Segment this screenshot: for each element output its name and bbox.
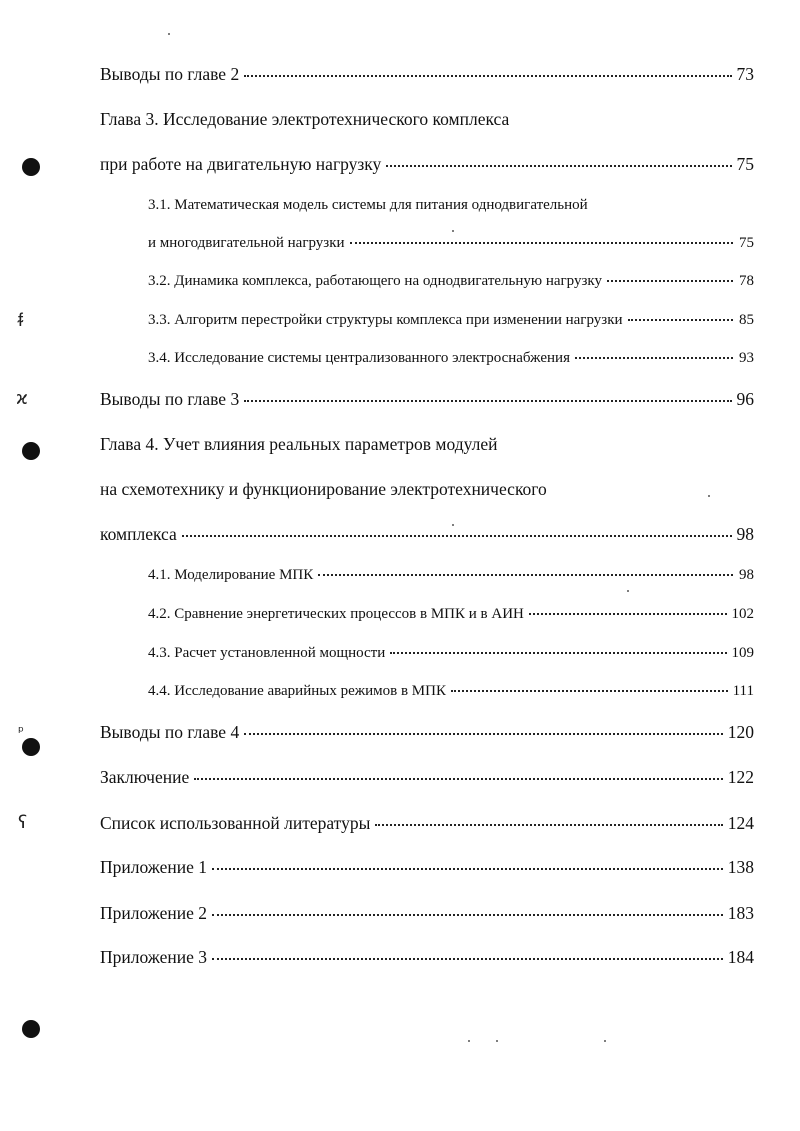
leader-dots <box>244 400 731 402</box>
punch-hole <box>22 738 40 756</box>
speck <box>708 495 710 497</box>
toc-entry-title: при работе на двигательную нагрузку <box>100 154 382 174</box>
toc-entry-page: 111 <box>732 683 754 699</box>
toc-entry-title: Выводы по главе 2 <box>100 64 240 84</box>
leader-dots <box>212 958 723 960</box>
leader-dots <box>607 280 733 282</box>
toc-entry-title: 3.4. Исследование системы централизованного электроснабжения <box>148 350 570 366</box>
toc-entry-page: 109 <box>731 645 754 661</box>
toc-entry <box>148 312 754 329</box>
leader-dots <box>244 733 723 735</box>
punch-hole <box>22 1020 40 1038</box>
toc-entry <box>148 606 754 623</box>
toc-entry-title: Список использованной литературы <box>100 813 371 833</box>
toc-entry-title: Заключение <box>100 767 190 787</box>
leader-dots <box>628 319 733 321</box>
leader-dots <box>350 242 733 244</box>
toc-entry-page: 138 <box>727 857 754 877</box>
toc-entry-page: 96 <box>736 389 754 409</box>
toc-entry-page: 98 <box>736 524 754 544</box>
toc-entry <box>100 64 754 85</box>
toc-entry-title: 4.1. Моделирование МПК <box>148 567 314 583</box>
toc-entry-title: Выводы по главе 4 <box>100 722 240 742</box>
toc-entry-page: 183 <box>727 903 754 923</box>
leader-dots <box>318 574 733 576</box>
toc-entry <box>100 813 754 834</box>
toc-entry-title: Приложение 3 <box>100 947 208 967</box>
speck <box>496 1040 498 1042</box>
margin-mark: ʕ <box>18 812 28 833</box>
toc-entry-page: 93 <box>739 350 754 366</box>
toc-chapter-heading: Глава 3. Исследование электротехнического комплекса <box>100 109 510 129</box>
punch-hole <box>22 442 40 460</box>
leader-dots <box>529 613 727 615</box>
toc-entry <box>148 235 754 252</box>
toc-entry-page: 102 <box>731 606 754 622</box>
toc-entry-page: 73 <box>736 64 754 84</box>
toc-entry <box>100 767 754 788</box>
leader-dots <box>390 652 726 654</box>
toc-entry-title: и многодвигательной нагрузки <box>148 235 345 251</box>
leader-dots <box>575 357 733 359</box>
leader-dots <box>194 778 723 780</box>
toc-chapter-heading: на схемотехнику и функционирование электротехнического <box>100 479 547 499</box>
toc-entry-page: 184 <box>727 947 754 967</box>
punch-hole <box>22 158 40 176</box>
toc-entry-title: Выводы по главе 3 <box>100 389 240 409</box>
toc-entry <box>148 645 754 662</box>
toc-entry-title: 4.3. Расчет установленной мощности <box>148 645 386 661</box>
toc-entry-page: 75 <box>736 154 754 174</box>
toc-chapter-heading: Глава 4. Учет влияния реальных параметров модулей <box>100 434 498 454</box>
toc-entry-title: 3.2. Динамика комплекса, работающего на однодвигательную нагрузку <box>148 273 602 289</box>
toc-entry-title: 3.3. Алгоритм перестройки структуры комплекса при изменении нагрузки <box>148 312 623 328</box>
speck <box>168 33 170 35</box>
toc-entry <box>148 273 754 290</box>
toc-entry-title: комплекса <box>100 524 177 544</box>
leader-dots <box>212 914 723 916</box>
toc-entry <box>100 947 754 968</box>
toc-entry <box>148 683 754 700</box>
toc-entry <box>100 524 754 545</box>
speck <box>604 1040 606 1042</box>
toc-section-heading: 3.1. Математическая модель системы для питания однодвигательной <box>148 197 588 213</box>
toc-entry-page: 124 <box>727 813 754 833</box>
leader-dots <box>386 165 731 167</box>
margin-mark: ᵮ <box>18 310 24 331</box>
margin-mark: ϰ <box>16 388 28 409</box>
toc-entry-page: 75 <box>739 235 754 251</box>
speck <box>452 230 454 232</box>
leader-dots <box>375 824 722 826</box>
leader-dots <box>451 690 728 692</box>
toc-entry-page: 85 <box>739 312 754 328</box>
toc-entry <box>148 350 754 367</box>
toc-entry-page: 122 <box>727 767 754 787</box>
leader-dots <box>244 75 731 77</box>
toc-entry-title: 4.2. Сравнение энергетических процессов в МПК и в АИН <box>148 606 524 622</box>
toc-entry <box>100 389 754 410</box>
toc-entry <box>100 722 754 743</box>
toc-entry-title: Приложение 1 <box>100 857 208 877</box>
toc-entry-page: 120 <box>727 722 754 742</box>
leader-dots <box>212 868 723 870</box>
speck <box>468 1040 470 1042</box>
toc-entry-title: 4.4. Исследование аварийных режимов в МПК <box>148 683 446 699</box>
leader-dots <box>182 535 732 537</box>
toc-entry-title: Приложение 2 <box>100 903 208 923</box>
toc-entry <box>100 154 754 175</box>
toc-entry <box>148 567 754 584</box>
margin-mark: ᵖ <box>18 724 24 740</box>
toc-entry <box>100 857 754 878</box>
toc-entry-page: 78 <box>739 273 754 289</box>
toc-entry <box>100 903 754 924</box>
speck <box>627 590 629 592</box>
toc-entry-page: 98 <box>739 567 754 583</box>
